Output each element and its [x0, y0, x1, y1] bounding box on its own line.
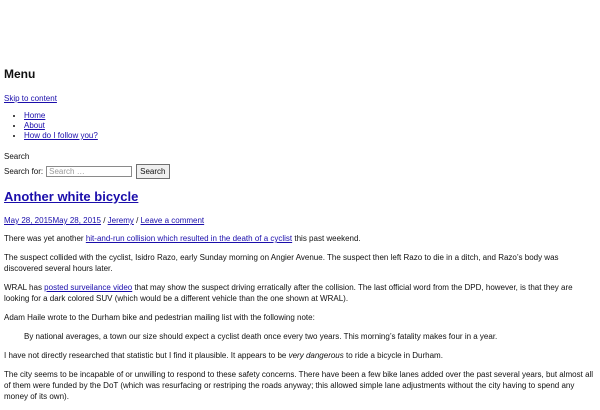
- post-date-link[interactable]: [4, 216, 101, 225]
- nav-link-follow[interactable]: How do I follow you?: [24, 131, 98, 140]
- paragraph-text: WRAL has: [4, 283, 45, 292]
- main-navigation: [0, 111, 98, 141]
- paragraph-text: that may show the suspect driving erratically after the collision. The last official word from the DPD, however, is that they are looking for a dark colored SUV (which would be a different vehicle than the one shown at WRAL).: [4, 283, 573, 303]
- meta-separator: /: [133, 216, 141, 225]
- menu-title: Menu: [4, 67, 36, 81]
- post-meta: [4, 215, 204, 226]
- collision-article-link[interactable]: hit-and-run collision which resulted in the death of a cyclist: [85, 234, 293, 243]
- paragraph-text: There was yet another: [4, 234, 86, 243]
- blockquote: By national averages, a town our size should expect a cyclist death once every two years. This morning’s fatality makes four in a year.: [24, 332, 498, 341]
- nav-item-about: [24, 121, 98, 131]
- paragraph-3: [4, 282, 596, 304]
- paragraph-text: to ride a bicycle in Durham.: [343, 351, 443, 360]
- nav-link-home[interactable]: Home: [24, 111, 46, 120]
- nav-link-about[interactable]: About: [24, 121, 45, 130]
- search-heading: Search: [4, 152, 30, 161]
- post-title-link[interactable]: Another white bicycle: [4, 189, 139, 204]
- paragraph-text: this past weekend.: [292, 234, 361, 243]
- paragraph-1: [4, 233, 596, 244]
- nav-item-follow: [24, 131, 98, 141]
- updated-date: May 28, 2015: [52, 216, 101, 225]
- paragraph-5: [4, 350, 596, 361]
- search-input[interactable]: [46, 166, 132, 177]
- skip-to-content-link[interactable]: Skip to content: [4, 94, 57, 103]
- emphasis-text: very dangerous: [288, 351, 344, 360]
- post-title: [4, 189, 138, 205]
- author-link[interactable]: Jeremy: [107, 216, 134, 225]
- post-content: [4, 233, 596, 410]
- published-date: May 28, 2015: [4, 216, 53, 225]
- search-button[interactable]: Search: [136, 164, 169, 179]
- paragraph-text: I have not directly researched that statistic but I find it plausible. It appears to be: [4, 351, 289, 360]
- leave-comment-link[interactable]: Leave a comment: [140, 216, 205, 225]
- search-form: [4, 164, 170, 179]
- nav-item-home: [24, 111, 98, 121]
- paragraph-2: The suspect collided with the cyclist, Isidro Razo, early Sunday morning on Angier Avenue. The suspect then left Razo to die in a ditch, and Razo’s body was discovered several hours later.: [4, 253, 559, 273]
- paragraph-6: The city seems to be incapable of or unwilling to respond to these safety concerns. There have been a few bike lanes added over the past several years, but almost all of them were funded by the DoT (which was resurfacing or restriping the roads anyway; this allowed simple lane adjustments without the city having to spend any money of its own).: [4, 370, 594, 401]
- search-label: Search for:: [4, 167, 44, 176]
- meta-separator: /: [100, 216, 108, 225]
- paragraph-4: Adam Haile wrote to the Durham bike and pedestrian mailing list with the following note:: [4, 313, 315, 322]
- surveillance-video-link[interactable]: posted surveilance video: [44, 283, 133, 292]
